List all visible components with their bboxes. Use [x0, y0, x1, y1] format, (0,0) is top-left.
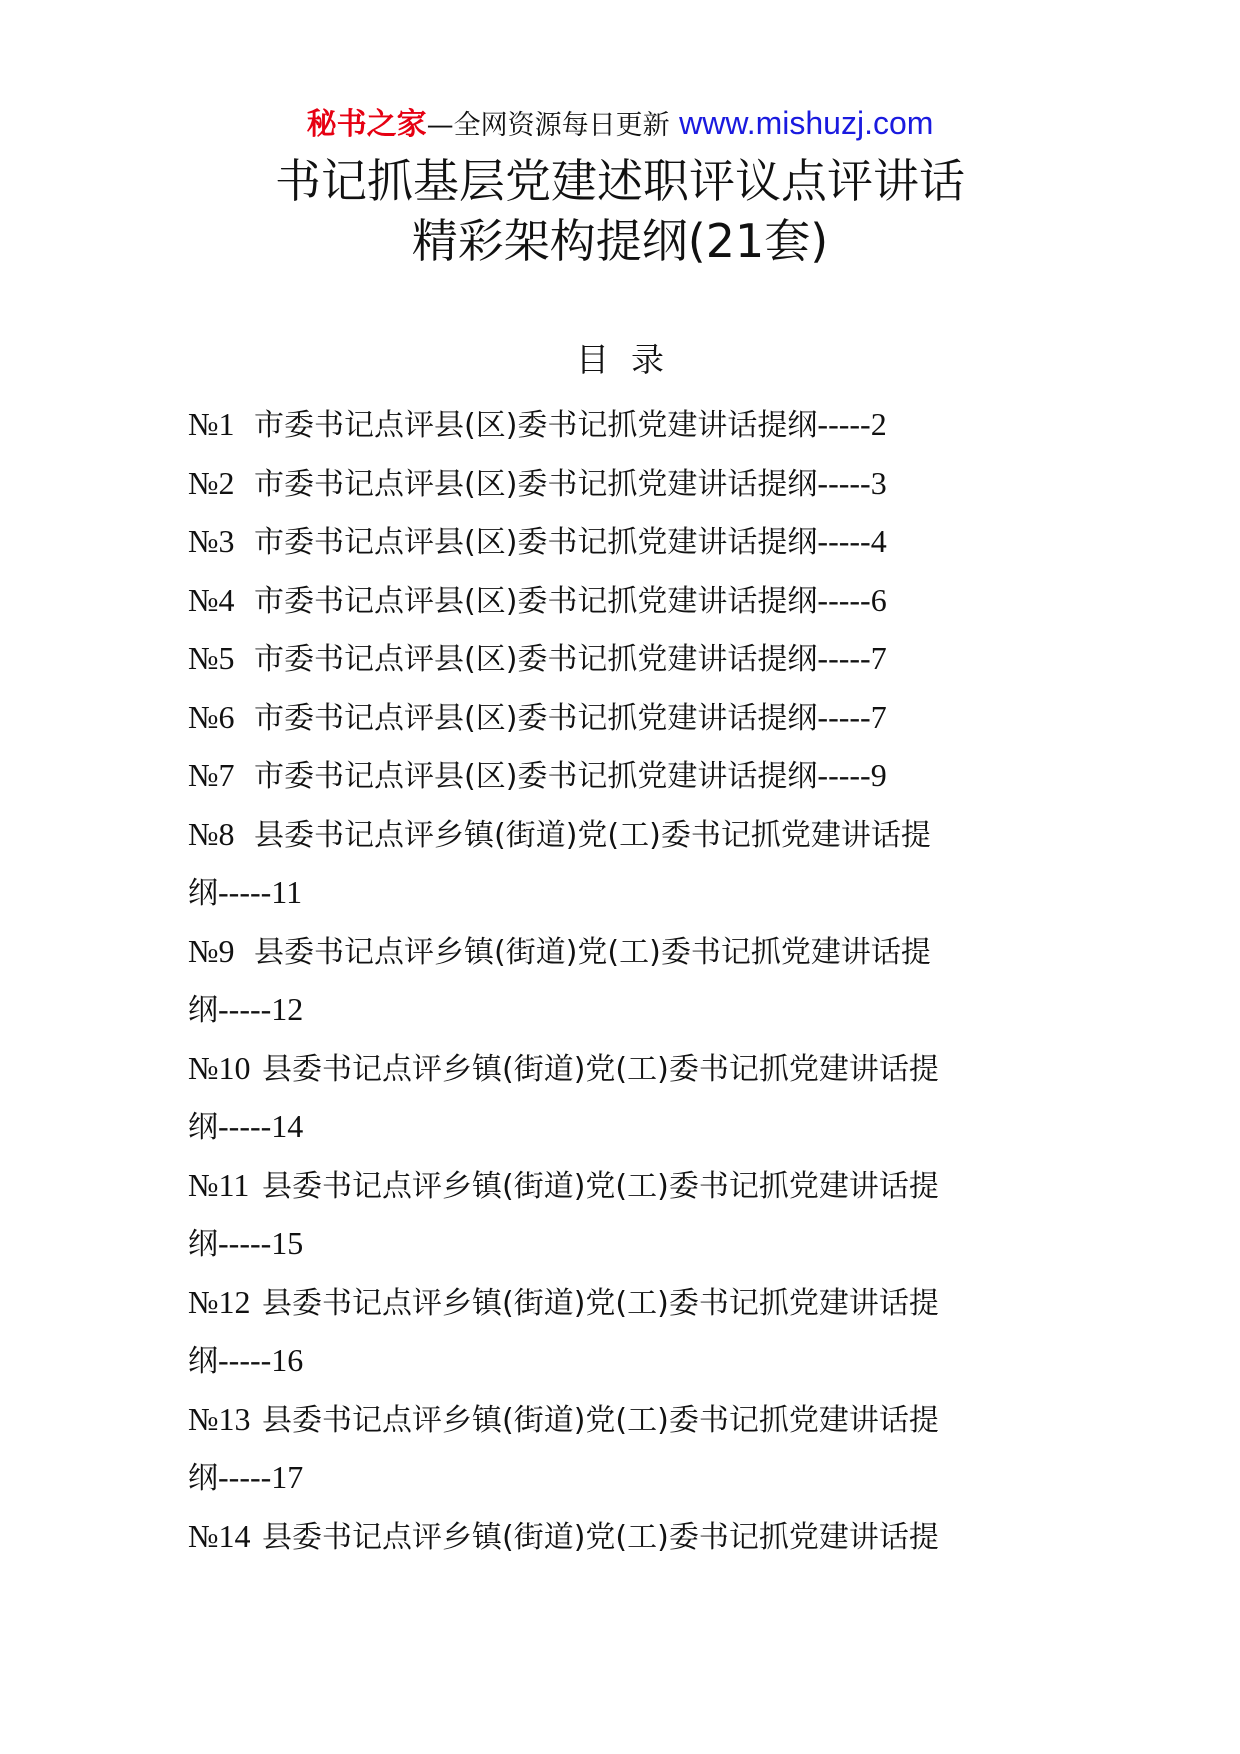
toc-entry-page: 11 [271, 874, 303, 910]
toc-entry-text-continued: 纲 [188, 1344, 218, 1379]
toc-entry-text: 市委书记点评县(区)委书记抓党建讲话提纲 [254, 642, 818, 677]
toc-entry-leader: ----- [218, 874, 272, 910]
toc-entry-11-continuation[interactable] [188, 1214, 1068, 1273]
toc-entry-9-continuation[interactable] [188, 980, 1068, 1039]
toc-entry-number: №12 [188, 1283, 251, 1320]
toc-entry-leader: ----- [218, 1108, 272, 1144]
document-title-line-1: 书记抓基层党建述职评议点评讲话 [275, 154, 965, 208]
toc-entry-13-continuation[interactable] [188, 1448, 1068, 1507]
toc-entry-number: №2 [188, 464, 235, 501]
toc-entry-14[interactable] [188, 1507, 1068, 1566]
toc-entry-text: 市委书记点评县(区)委书记抓党建讲话提纲 [254, 583, 818, 619]
toc-entry-number: №10 [188, 1049, 251, 1086]
toc-entry-number: №5 [188, 640, 235, 676]
toc-entry-text-continued: 纲 [188, 876, 218, 911]
toc-entry-leader: ----- [817, 406, 871, 442]
toc-entry-number: №8 [188, 815, 235, 852]
toc-entry-leader: ----- [817, 523, 871, 559]
toc-entry-text-continued: 纲 [188, 1461, 218, 1496]
toc-entry-number: №14 [188, 1517, 251, 1554]
toc-entry-text: 县委书记点评乡镇(街道)党(工)委书记抓党建讲话提 [262, 1519, 939, 1555]
toc-entry-3[interactable] [188, 512, 1068, 571]
toc-entry-6[interactable] [188, 688, 1068, 747]
toc-entry-12-continuation[interactable] [188, 1331, 1068, 1390]
site-url-link[interactable]: www.mishuzj.com [679, 105, 934, 141]
toc-entry-leader: ----- [218, 1459, 272, 1495]
toc-entry-number: №6 [188, 698, 235, 735]
toc-entry-text: 县委书记点评乡镇(街道)党(工)委书记抓党建讲话提 [262, 1285, 939, 1321]
toc-entry-text: 县委书记点评乡镇(街道)党(工)委书记抓党建讲话提 [254, 817, 931, 853]
toc-entry-leader: ----- [218, 991, 272, 1027]
toc-entry-text: 县委书记点评乡镇(街道)党(工)委书记抓党建讲话提 [262, 1051, 939, 1087]
toc-entry-leader: ----- [218, 1225, 272, 1261]
toc-entry-number: №11 [188, 1166, 250, 1203]
toc-entry-number: №7 [188, 757, 235, 793]
toc-entry-10-continuation[interactable] [188, 1097, 1068, 1156]
toc-entry-leader: ----- [817, 757, 871, 793]
toc-entry-page: 15 [271, 1225, 304, 1261]
toc-entry-12[interactable] [188, 1273, 1068, 1332]
toc-entry-leader: ----- [817, 640, 871, 676]
toc-entry-text: 市委书记点评县(区)委书记抓党建讲话提纲 [254, 408, 818, 443]
toc-entry-text: 市委书记点评县(区)委书记抓党建讲话提纲 [254, 466, 818, 502]
toc-entry-page: 9 [870, 757, 887, 793]
toc-entry-text: 市委书记点评县(区)委书记抓党建讲话提纲 [254, 525, 818, 560]
brand-name: 秘书之家 [306, 107, 427, 142]
site-banner [0, 103, 1240, 146]
toc-entry-text-continued: 纲 [188, 1227, 218, 1262]
toc-entry-9[interactable] [188, 922, 1068, 981]
toc-entry-5[interactable] [188, 629, 1068, 688]
toc-entry-text: 县委书记点评乡镇(街道)党(工)委书记抓党建讲话提 [262, 1168, 939, 1204]
toc-entry-7[interactable] [188, 746, 1068, 805]
toc-entry-13[interactable] [188, 1390, 1068, 1449]
toc-entry-page: 7 [870, 640, 887, 676]
toc-entry-2[interactable] [188, 454, 1068, 513]
document-title-line-2: 精彩架构提纲(21套) [411, 214, 829, 268]
toc-entry-page: 14 [271, 1108, 304, 1144]
toc-entry-8[interactable] [188, 805, 1068, 864]
toc-entry-page: 2 [870, 406, 887, 442]
toc-entry-page: 3 [870, 464, 887, 501]
table-of-contents [188, 395, 1068, 1565]
toc-entry-text: 市委书记点评县(区)委书记抓党建讲话提纲 [254, 759, 818, 794]
banner-slogan: —全网资源每日更新 [426, 110, 670, 141]
toc-entry-page: 4 [870, 523, 887, 559]
toc-entry-number: №9 [188, 932, 235, 969]
toc-entry-text: 县委书记点评乡镇(街道)党(工)委书记抓党建讲话提 [254, 934, 931, 970]
toc-entry-leader: ----- [817, 581, 871, 618]
toc-entry-page: 12 [271, 991, 304, 1027]
toc-entry-4[interactable] [188, 571, 1068, 630]
toc-entry-10[interactable] [188, 1039, 1068, 1098]
toc-entry-page: 6 [870, 581, 887, 618]
toc-entry-page: 16 [271, 1342, 304, 1378]
toc-entry-page: 7 [870, 698, 887, 735]
toc-entry-1[interactable] [188, 395, 1068, 454]
toc-entry-8-continuation[interactable] [188, 863, 1068, 922]
toc-entry-11[interactable] [188, 1156, 1068, 1215]
toc-entry-text: 县委书记点评乡镇(街道)党(工)委书记抓党建讲话提 [262, 1402, 939, 1438]
toc-entry-number: №4 [188, 581, 235, 618]
toc-heading: 目录 [576, 340, 686, 379]
toc-entry-leader: ----- [817, 464, 871, 501]
toc-entry-number: №1 [188, 406, 235, 442]
toc-entry-text: 市委书记点评县(区)委书记抓党建讲话提纲 [254, 700, 818, 736]
toc-entry-text-continued: 纲 [188, 1110, 218, 1145]
toc-entry-leader: ----- [817, 698, 871, 735]
toc-entry-leader: ----- [218, 1342, 272, 1378]
toc-entry-number: №13 [188, 1400, 251, 1437]
toc-entry-number: №3 [188, 523, 235, 559]
toc-entry-text-continued: 纲 [188, 993, 218, 1028]
toc-entry-page: 17 [271, 1459, 304, 1495]
